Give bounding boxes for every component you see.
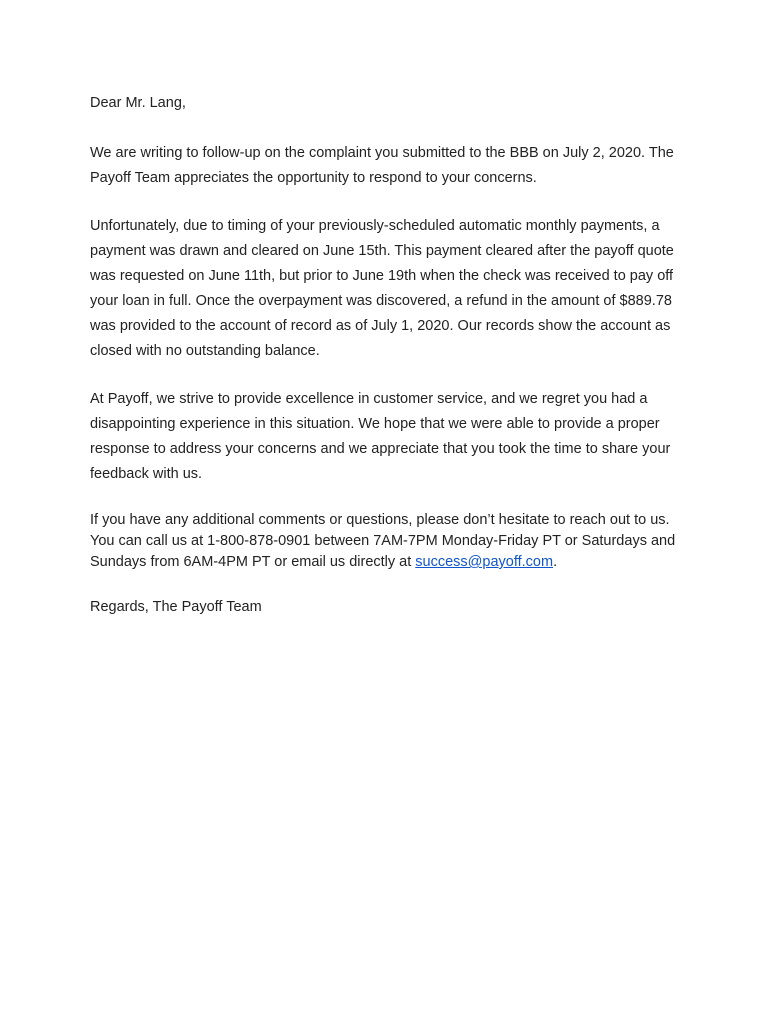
contact-info-end: . bbox=[553, 554, 558, 570]
contact-info-text: If you have any additional comments or questions, please don’t hesitate to reach out to us. You can call us at 1-800-878-0901 between 7AM-7PM Monday-Friday PT or Saturdays and Sundays from 6AM-4PM PT or email us directly at bbox=[90, 512, 676, 570]
paragraph-payment-details: Unfortunately, due to timing of your previously-scheduled automatic monthly payments, a payment was drawn and cleared on June 15th. This payment cleared after the payoff quote was requested on June 11th, but prior to June 19th when the check was received to pay off your loan in full. Once the overpayment was discovered, a refund in the amount of $889.78 was provided to the account of record as of July 1, 2020. Our records show the account as closed with no outstanding balance. bbox=[90, 218, 674, 359]
paragraph-complaint-followup: We are writing to follow-up on the complaint you submitted to the BBB on July 2, 2020. The Payoff Team appreciates the opportunity to respond to your concerns. bbox=[90, 145, 674, 186]
email-link[interactable]: success@payoff.com bbox=[415, 554, 554, 570]
paragraph-customer-service: At Payoff, we strive to provide excellence in customer service, and we regret you had a disappointing experience in this situation. We hope that we were able to provide a proper response to address your concerns and we appreciate that you took the time to share your feedback with us. bbox=[90, 391, 671, 482]
letter-body bbox=[90, 93, 690, 617]
salutation: Dear Mr. Lang, bbox=[90, 95, 186, 111]
closing-signature: Regards, The Payoff Team bbox=[90, 599, 262, 615]
paragraph-contact-info bbox=[90, 510, 690, 573]
